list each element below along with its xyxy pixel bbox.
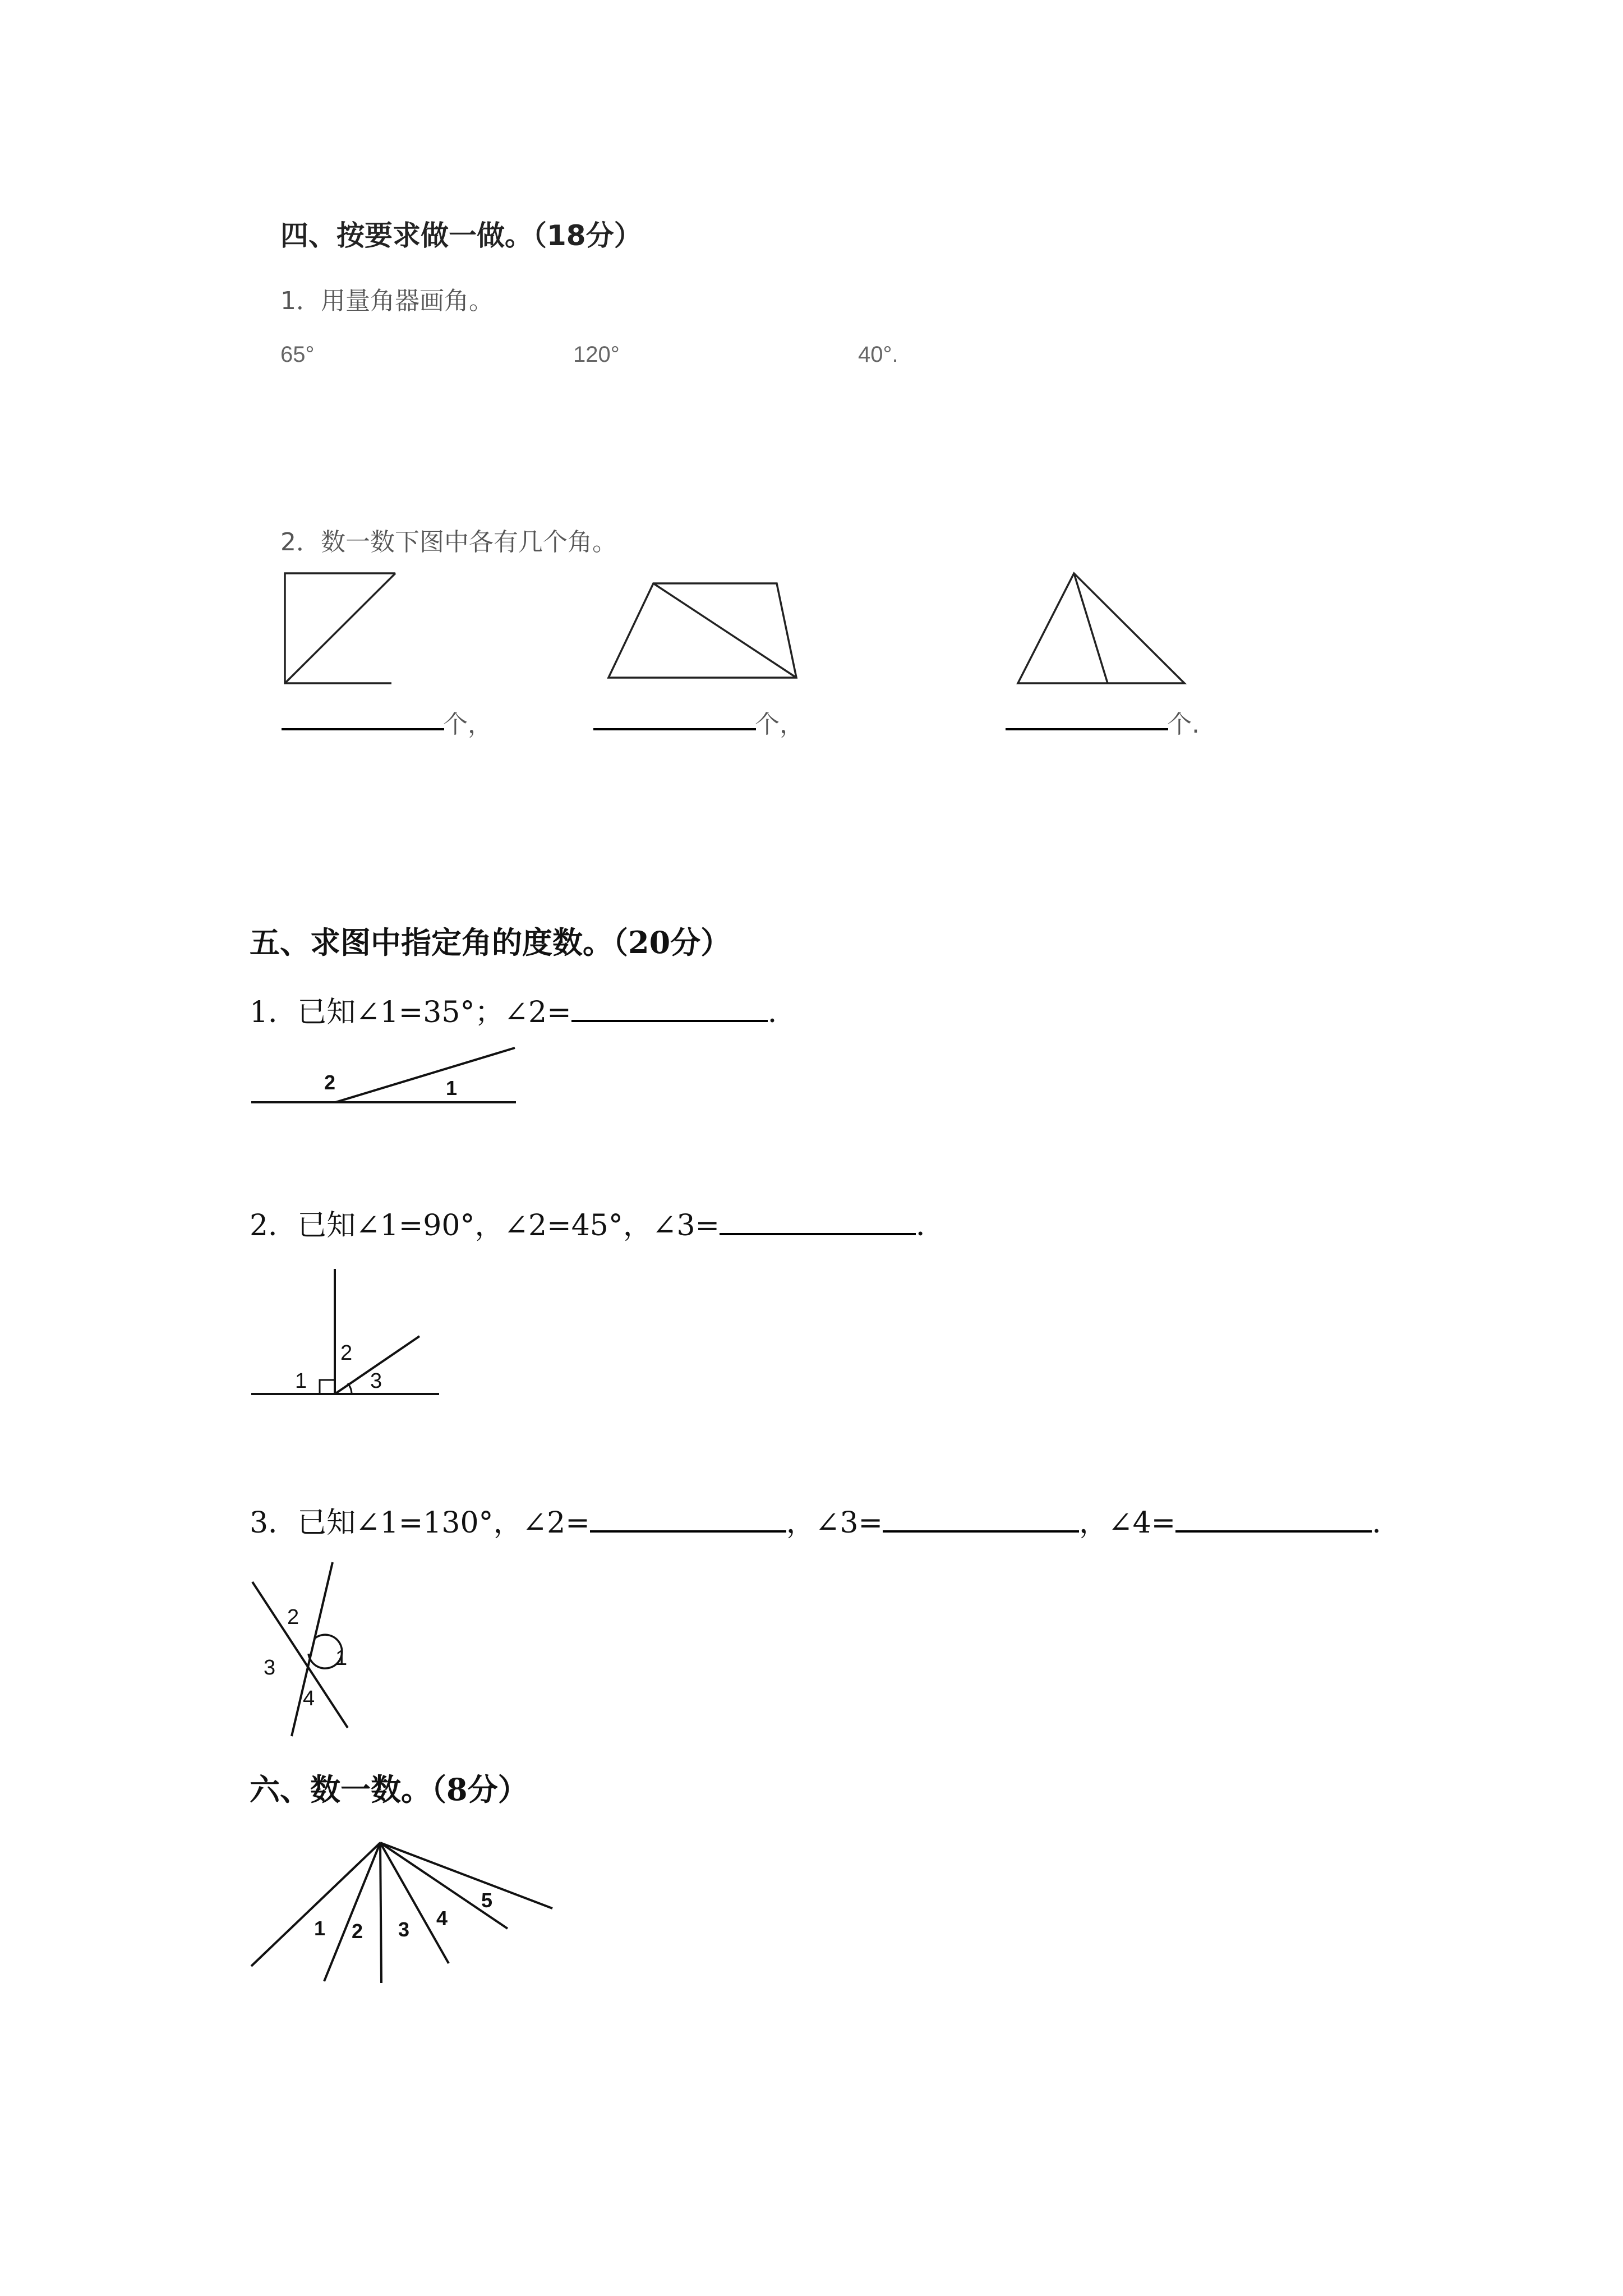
fig5-1-label-1: 1	[446, 1076, 458, 1099]
section5-q3	[250, 1499, 1381, 1541]
section4-q2: 2．数一数下图中各有几个角。	[280, 528, 617, 556]
section5-q3-text: 3．已知∠1=130°，∠2=	[250, 1506, 590, 1540]
angle-40: 40°.	[858, 342, 898, 367]
unit-1: 个，	[443, 710, 492, 739]
section4-q1: 1．用量角器画角。	[280, 287, 494, 315]
fig5-1-label-2: 2	[324, 1071, 336, 1094]
fig6-label-4: 4	[436, 1907, 448, 1930]
section5-q3-mid1: ，∠3=	[786, 1506, 883, 1540]
angle-65: 65°	[280, 342, 315, 367]
fig5-3	[252, 1562, 348, 1736]
fig5-3-label-1: 1	[335, 1646, 348, 1670]
answer-blank-2[interactable]	[593, 728, 756, 730]
fig6-label-3: 3	[398, 1918, 410, 1941]
section5-q3-mid2: ，∠4=	[1079, 1506, 1176, 1540]
fig5-3-label-2: 2	[287, 1605, 299, 1629]
section5-q2	[250, 1202, 945, 1244]
unit-3: 个.	[1167, 710, 1200, 739]
section4-title: 四、按要求做一做。（18分）	[280, 219, 642, 252]
q1-angle2-blank[interactable]	[571, 991, 768, 1022]
section5-q1-end: .	[767, 996, 777, 1029]
fig6-label-1: 1	[314, 1917, 326, 1940]
fig5-3-label-3: 3	[264, 1656, 276, 1680]
answer-blank-1[interactable]	[282, 728, 444, 730]
fig5-2-label-2: 2	[340, 1341, 353, 1365]
angle-120: 120°	[573, 342, 620, 367]
section5-q2-end: ．	[916, 1209, 946, 1243]
fig6-label-5: 5	[481, 1889, 493, 1912]
unit-2: 个，	[755, 710, 804, 739]
fig-square-diagonal	[285, 573, 395, 683]
section5-q2-text: 2．已知∠1=90°，∠2=45°，∠3=	[250, 1209, 720, 1243]
q2-angle3-blank[interactable]	[720, 1204, 916, 1235]
q3-angle4-blank[interactable]	[1175, 1501, 1372, 1533]
fig5-1	[251, 1048, 516, 1102]
section5-title: 五、求图中指定角的度数。（20分）	[250, 924, 731, 960]
fig5-2-label-1: 1	[295, 1369, 307, 1393]
section5-q1-text: 1．已知∠1=35°；∠2=	[250, 996, 571, 1029]
fig6-rays	[251, 1843, 552, 1983]
q3-angle2-blank[interactable]	[590, 1501, 786, 1533]
q3-angle3-blank[interactable]	[883, 1501, 1079, 1533]
fig5-2	[251, 1269, 439, 1394]
fig-triangle-cevian	[1018, 573, 1184, 683]
fig5-2-label-3: 3	[370, 1369, 382, 1393]
section5-q3-end: .	[1372, 1506, 1381, 1540]
fig6-label-2: 2	[352, 1920, 363, 1943]
section6-title: 六、数一数。（8分）	[250, 1772, 528, 1807]
fig-trapezoid-diagonal	[608, 583, 796, 678]
section5-q1	[250, 988, 777, 1030]
fig5-3-label-4: 4	[303, 1687, 315, 1710]
answer-blank-3[interactable]	[1006, 728, 1168, 730]
